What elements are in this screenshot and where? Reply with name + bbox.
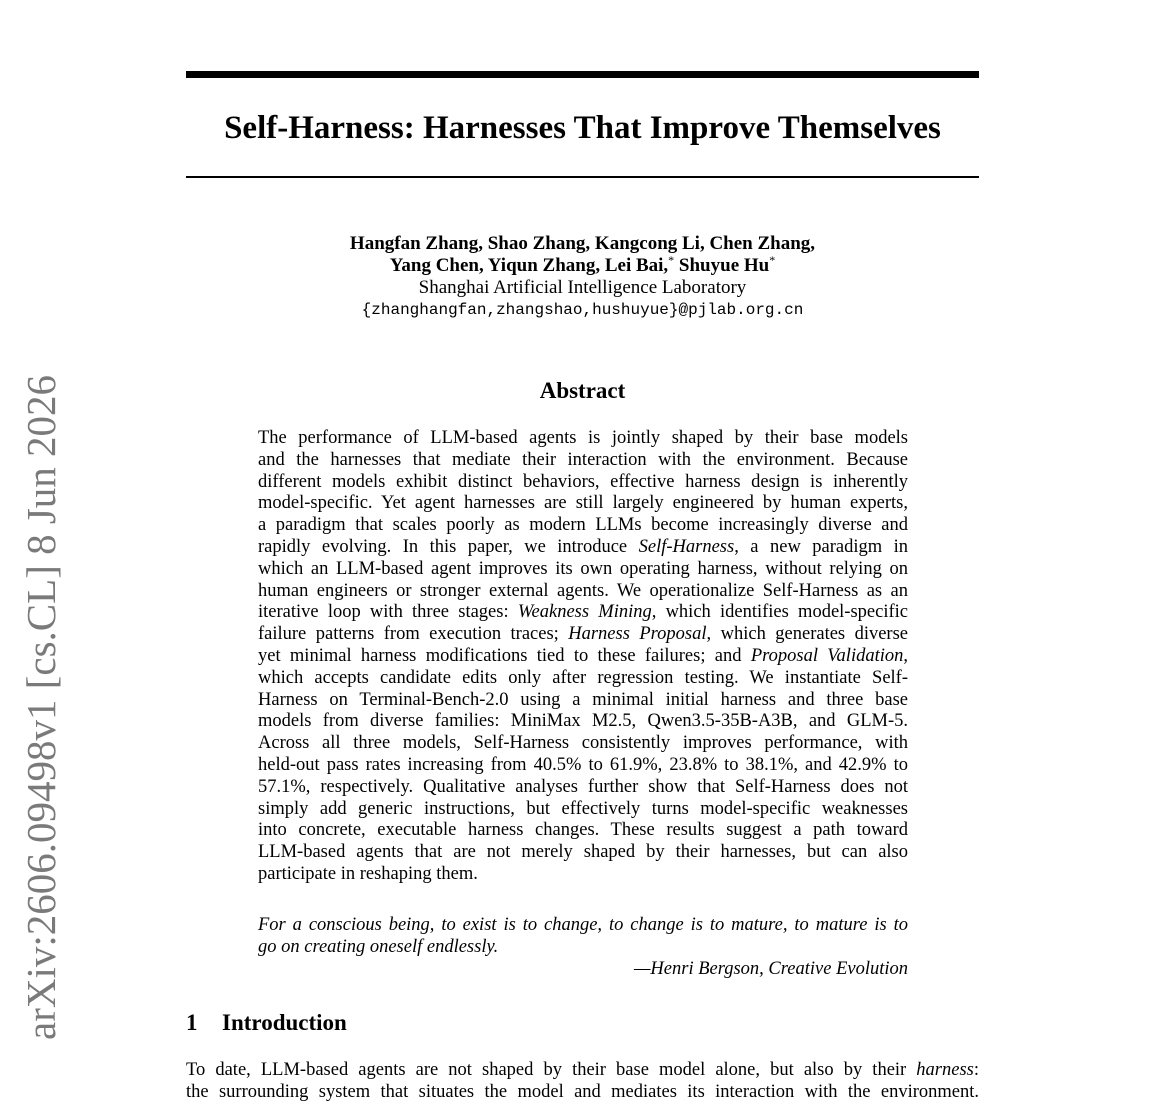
abstract-line: [258, 559, 908, 581]
abstract-line: [258, 537, 908, 559]
abstract-emphasis: Self-Harness: [638, 536, 735, 557]
title-top-rule: [186, 71, 979, 78]
section-title: Introduction: [222, 1010, 347, 1035]
abstract-text-run: Across all three models, Self-Harness consistently improves performance, with: [258, 733, 908, 754]
section-heading-introduction: [186, 1009, 347, 1037]
abstract-line: [258, 493, 908, 515]
arxiv-stamp: arXiv:2606.09498v1 [cs.CL] 8 Jun 2026: [18, 374, 64, 1040]
abstract-text-run: a paradigm that scales poorly as modern LLMs become increasingly diverse and: [258, 515, 908, 536]
abstract-text-run: participate in reshaping them.: [258, 863, 478, 884]
epigraph: [258, 914, 908, 980]
abstract-line: [258, 646, 908, 668]
abstract-line: [258, 515, 908, 537]
abstract-emphasis: Weakness Mining: [517, 602, 652, 623]
author-names-b: Shuyue Hu: [674, 255, 770, 276]
abstract-line: [258, 428, 908, 450]
abstract-text-run: which accepts candidate edits only after regression testing. We instantiate Self-: [258, 667, 908, 688]
affiliation: Shanghai Artificial Intelligence Laboratory: [418, 277, 747, 298]
section-number: 1: [186, 1010, 198, 1035]
abstract-line: [258, 711, 908, 733]
intro-text: :: [973, 1060, 979, 1080]
abstract-line: [258, 733, 908, 755]
abstract-text-run: model-specific. Yet agent harnesses are still largely engineered by human experts,: [258, 493, 908, 514]
abstract-heading: Abstract: [539, 378, 626, 403]
corresponding-mark: *: [668, 253, 675, 267]
abstract-text-run: The performance of LLM-based agents is jointly shaped by their base models: [258, 428, 908, 448]
email-address: {zhanghangfan,zhangshao,hushuyue}@pjlab.org.cn: [361, 301, 804, 319]
introduction-text: [186, 1059, 979, 1103]
epigraph-attribution: —Henri Bergson, Creative Evolution: [633, 959, 908, 979]
abstract-text-run: Harness on Terminal-Bench-2.0 using a minimal initial harness and three base: [258, 689, 908, 710]
abstract-text-run: , which identifies model-specific: [651, 602, 908, 623]
abstract-line: [258, 602, 908, 624]
abstract-line: [258, 842, 908, 864]
abstract-text-run: simply add generic instructions, but effectively turns model-specific weaknesses: [258, 798, 908, 819]
paper-title: Self-Harness: Harnesses That Improve Themselves: [224, 110, 941, 146]
author-line-1: Hangfan Zhang, Shao Zhang, Kangcong Li, Chen Zhang,: [349, 233, 816, 254]
abstract-line: [258, 820, 908, 842]
author-names-a: Yang Chen, Yiqun Zhang, Lei Bai,: [389, 255, 669, 276]
abstract-text-run: into concrete, executable harness changes. These results suggest a path toward: [258, 820, 908, 841]
abstract-line: [258, 450, 908, 472]
abstract-text-run: human engineers or stronger external agents. We operationalize Self-Harness as an: [258, 580, 908, 601]
abstract-text-run: ,: [903, 645, 908, 666]
abstract-line: [258, 777, 908, 799]
abstract-text-run: different models exhibit distinct behaviors, effective harness design is inherently: [258, 471, 908, 492]
abstract-text-run: failure patterns from execution traces;: [258, 624, 569, 645]
abstract-line: [258, 624, 908, 646]
abstract-text-run: LLM-based agents that are not merely shaped by their harnesses, but can also: [258, 842, 908, 863]
abstract-line: [258, 864, 908, 886]
abstract-line: [258, 472, 908, 494]
author-block: [186, 233, 979, 321]
abstract-emphasis: Proposal Validation: [750, 645, 904, 666]
abstract-text-run: rapidly evolving. In this paper, we introduce: [258, 536, 639, 557]
intro-emphasis: harness: [916, 1060, 974, 1080]
abstract-text-run: , which generates diverse: [706, 624, 908, 645]
abstract-text-run: models from diverse families: MiniMax M2.5, Qwen3.5-35B-A3B, and GLM-5.: [258, 711, 908, 732]
abstract-text-run: 57.1%, respectively. Qualitative analyses further show that Self-Harness does not: [258, 776, 908, 797]
abstract-line: [258, 755, 908, 777]
abstract-text-run: which an LLM-based agent improves its own operating harness, without relying on: [258, 558, 908, 579]
abstract-text: [258, 428, 908, 886]
abstract-line: [258, 690, 908, 712]
abstract-text-run: iterative loop with three stages:: [258, 602, 518, 623]
corresponding-mark: *: [769, 253, 776, 267]
epigraph-line: go on creating oneself endlessly.: [258, 937, 499, 957]
abstract-line: [258, 581, 908, 603]
title-bottom-rule: [186, 176, 979, 178]
intro-text: To date, LLM-based agents are not shaped by their base model alone, but also by their: [186, 1060, 917, 1080]
intro-line: [186, 1059, 979, 1081]
intro-line: the surrounding system that situates the model and mediates its interaction with the environment.: [186, 1082, 979, 1102]
abstract-line: [258, 799, 908, 821]
abstract-text-run: and the harnesses that mediate their interaction with the environment. Because: [258, 449, 908, 470]
epigraph-line: For a conscious being, to exist is to change, to change is to mature, to mature is to: [258, 915, 908, 935]
author-line-2: [186, 255, 979, 277]
abstract-line: [258, 668, 908, 690]
abstract-text-run: , a new paradigm in: [734, 536, 908, 557]
abstract-text-run: held-out pass rates increasing from 40.5% to 61.9%, 23.8% to 38.1%, and 42.9% to: [258, 754, 908, 775]
abstract-text-run: yet minimal harness modifications tied to these failures; and: [258, 645, 751, 666]
abstract-emphasis: Harness Proposal: [568, 624, 707, 645]
